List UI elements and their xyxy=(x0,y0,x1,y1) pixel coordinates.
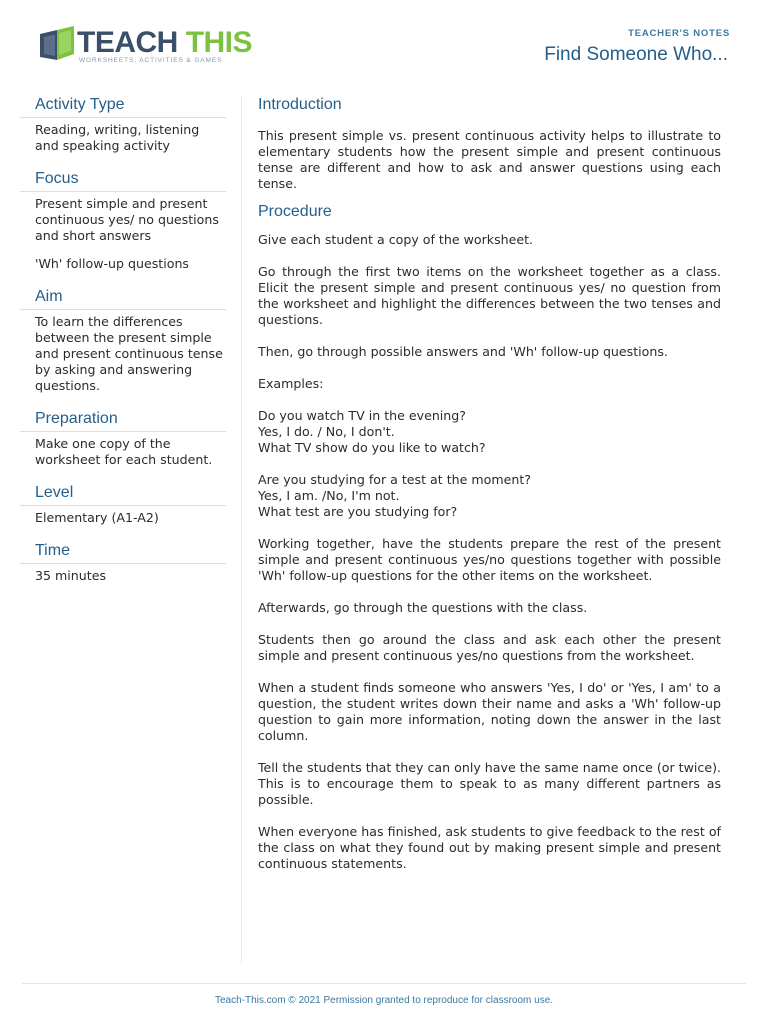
preparation-text: Make one copy of the worksheet for each student. xyxy=(35,436,213,467)
procedure-paragraph: Go through the first two items on the worksheet together as a class. Elicit the present simple and present continuous yes/ no question from the worksheet and highlight the differences between the two tenses and questions. xyxy=(258,264,721,327)
procedure-steps xyxy=(258,232,721,872)
open-book-icon xyxy=(37,24,77,64)
teachers-notes-label: TEACHER'S NOTES xyxy=(628,28,730,39)
preparation-heading: Preparation xyxy=(20,408,226,432)
time-text: 35 minutes xyxy=(35,568,107,583)
aim-section xyxy=(20,286,226,394)
footer-divider xyxy=(22,983,746,984)
procedure-paragraph: Tell the students that they can only have the same name once (or twice). This is to encourage them to speak to as many different partners as possible. xyxy=(258,760,721,807)
activity-type-heading: Activity Type xyxy=(20,94,226,118)
column-divider xyxy=(241,96,242,964)
procedure-paragraph: Afterwards, go through the questions with the class. xyxy=(258,600,588,615)
activity-type-text: Reading, writing, listening and speaking activity xyxy=(35,122,200,153)
example-question: Are you studying for a test at the moment? xyxy=(258,472,531,487)
focus-text-secondary: 'Wh' follow-up questions xyxy=(35,256,189,271)
procedure-paragraph: Then, go through possible answers and 'Wh' follow-up questions. xyxy=(258,344,668,359)
level-heading: Level xyxy=(20,482,226,506)
sidebar xyxy=(20,94,226,598)
time-heading: Time xyxy=(20,540,226,564)
level-text: Elementary (A1-A2) xyxy=(35,510,159,525)
focus-text: Present simple and present continuous yes/ no questions and short answers xyxy=(35,196,219,243)
activity-type-section xyxy=(20,94,226,154)
procedure-paragraph: When everyone has finished, ask students to give feedback to the rest of the class on what they found out by making present simple and present continuous statements. xyxy=(258,824,721,871)
aim-heading: Aim xyxy=(20,286,226,310)
time-section xyxy=(20,540,226,584)
procedure-paragraph: Examples: xyxy=(258,376,324,391)
example-answer: Yes, I am. /No, I'm not. xyxy=(258,488,400,503)
example-follow-up: What test are you studying for? xyxy=(258,504,458,519)
procedure-heading: Procedure xyxy=(258,203,332,220)
introduction-text: This present simple vs. present continuous activity helps to illustrate to elementary students how the present simple and present continuous tense are different and how to ask and answer questions using each tense. xyxy=(258,128,721,191)
procedure-paragraph: Students then go around the class and ask each other the present simple and present continuous yes/no questions from the worksheet. xyxy=(258,632,721,663)
page-header xyxy=(0,0,768,80)
logo-tagline: WORKSHEETS, ACTIVITIES & GAMES xyxy=(79,57,223,64)
procedure-paragraph: Working together, have the students prepare the rest of the present simple and present continuous yes/no questions together with possible 'Wh' follow-up questions for the other items on the worksheet. xyxy=(258,536,721,583)
example-question: Do you watch TV in the evening? xyxy=(258,408,466,423)
example-answer: Yes, I do. / No, I don't. xyxy=(258,424,395,439)
level-section xyxy=(20,482,226,526)
focus-heading: Focus xyxy=(20,168,226,192)
main-content xyxy=(258,94,721,888)
introduction-heading: Introduction xyxy=(258,96,342,113)
page-title: Find Someone Who... xyxy=(544,44,728,65)
aim-text: To learn the differences between the present simple and present continuous tense by asking and answering questions. xyxy=(35,314,223,393)
procedure-paragraph: When a student finds someone who answers 'Yes, I do' or 'Yes, I am' to a question, the student writes down their name and asks a 'Wh' follow-up question to gain more information, noting down the answer in the last column. xyxy=(258,680,721,743)
preparation-section xyxy=(20,408,226,468)
focus-section xyxy=(20,168,226,272)
logo-wordmark: TEACH THIS xyxy=(77,26,253,59)
example-follow-up: What TV show do you like to watch? xyxy=(258,440,486,455)
copyright-footer: Teach-This.com © 2021 Permission granted to reproduce for classroom use. xyxy=(214,995,554,1006)
procedure-paragraph: Give each student a copy of the worksheet. xyxy=(258,232,534,247)
